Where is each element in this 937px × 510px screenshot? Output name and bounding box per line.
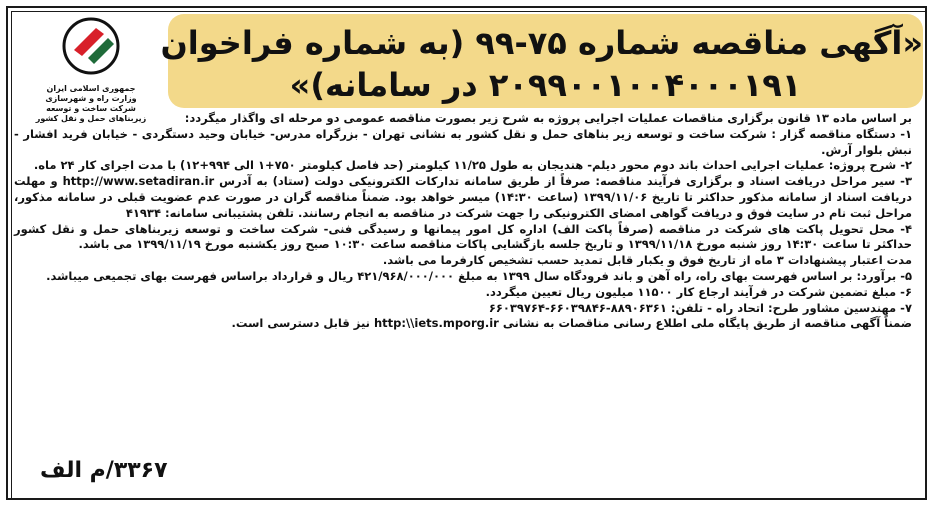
clause-2: ۲- شرح پروژه: عملیات اجرایی احداث باند دوم محور دیلم- هندیجان به طول ۱۱/۲۵ کیلومتر (حد فاصل کیلومتر ۷۵۰+۱ الی ۹۹۴+۱۲) با مدت اجرای کار ۲۴ ماه. [33,158,912,173]
org-name-line-2: وزارت راه و شهرسازی [45,94,137,103]
org-name-line-1: جمهوری اسلامی ایران [46,84,136,93]
announcement-body [14,111,912,332]
closing-note: ضمناً آگهی مناقصه از طریق پایگاه ملی اطلاع رسانی مناقصات به نشانی http:\\iets.mporg.ir نیز قابل دسترسی است. [231,316,912,331]
clause-6: ۶- مبلغ تضمین شرکت در فرآیند ارجاع کار ۱۱۵۰۰ میلیون ریال تعیین میگردد. [485,284,912,299]
clause-4: ۴- محل تحویل پاکت های شرکت در مناقصه (صرفاً پاکت الف) اداره کل امور پیمانها و رسیدگی فنی- شرکت ساخت و توسعه زیربناهای حمل و نقل کشور حداکثر تا ساعت ۱۴:۳۰ روز شنبه مورخ ۱۳۹۹/۱۱/۱۸ و تاریخ جلسه بازگشایی پاکات مناقصه ساعت ۱۰:۳۰ صبح روز یکشنبه مورخ ۱۳۹۹/۱۱/۱۹ می باشد. [14,221,912,252]
title-line-2: ۲۰۹۹۰۰۱۰۰۴۰۰۰۱۹۱ در سامانه)» [289,66,802,104]
validity-note: مدت اعتبار پیشنهادات ۳ ماه از تاریخ فوق و یکبار قابل تمدید حسب تشخیص کارفرما می باشد. [382,253,912,268]
title-line-1: «آگهی مناقصه شماره ۷۵-۹۹ (به شماره فراخوان [160,24,923,62]
logo [30,16,152,123]
header-banner [160,14,923,108]
org-name-line-3: شرکت ساخت و توسعه زیربناهای حمل و نقل کشور [35,104,147,123]
clause-3: ۳- سیر مراحل دریافت اسناد و برگزاری فرآیند مناقصه: صرفاً از طریق سامانه تدارکات الکترونیکی دولت (ستاد) به آدرس http://www.setadiran.ir و مهلت دریافت اسناد از سامانه مذکور حداکثر تا تاریخ ۱۳۹۹/۱۱/۰۶ (ساعت ۱۴:۳۰) میسر خواهد بود. ضمناً مناقصه گران در صورت عدم عضویت قبلی در سامانه مذکور، مراحل ثبت نام در سایت فوق و دریافت گواهی امضای الکترونیکی را جهت شرکت در مناقصه به انجام رسانند. تلفن پشتیبانی سامانه: ۴۱۹۳۴ [14,174,912,220]
intro-paragraph: بر اساس ماده ۱۳ قانون برگزاری مناقصات عملیات اجرایی پروژه به شرح زیر بصورت مناقصه عمومی دو مرحله ای واگذار میگردد: [184,111,912,125]
logo-emblem-icon [30,16,152,80]
clause-1: ۱- دستگاه مناقصه گزار : شرکت ساخت و توسعه زیر بناهای حمل و نقل کشور به نشانی تهران - بزرگراه مدرس- خیابان وحید دستگردی - خیابان فرید افشار - نبش بلوار آرش. [14,126,912,157]
footer-code: ۳۳۶۷/م الف [40,458,168,483]
clause-5: ۵- برآورد: بر اساس فهرست بهای راه، راه آهن و باند فرودگاه سال ۱۳۹۹ به مبلغ ۴۲۱/۹۶۸/۰۰۰/۰۰۰ ریال و قرارداد براساس فهرست بهای تجمیعی میباشد. [46,268,912,283]
clause-7: ۷- مهندسین مشاور طرح: اتحاد راه - تلفن: ۸۸۹۰۶۳۶۱-۶۶۰۳۹۸۴۶-۶۶۰۳۹۷۶۴ [488,300,912,315]
